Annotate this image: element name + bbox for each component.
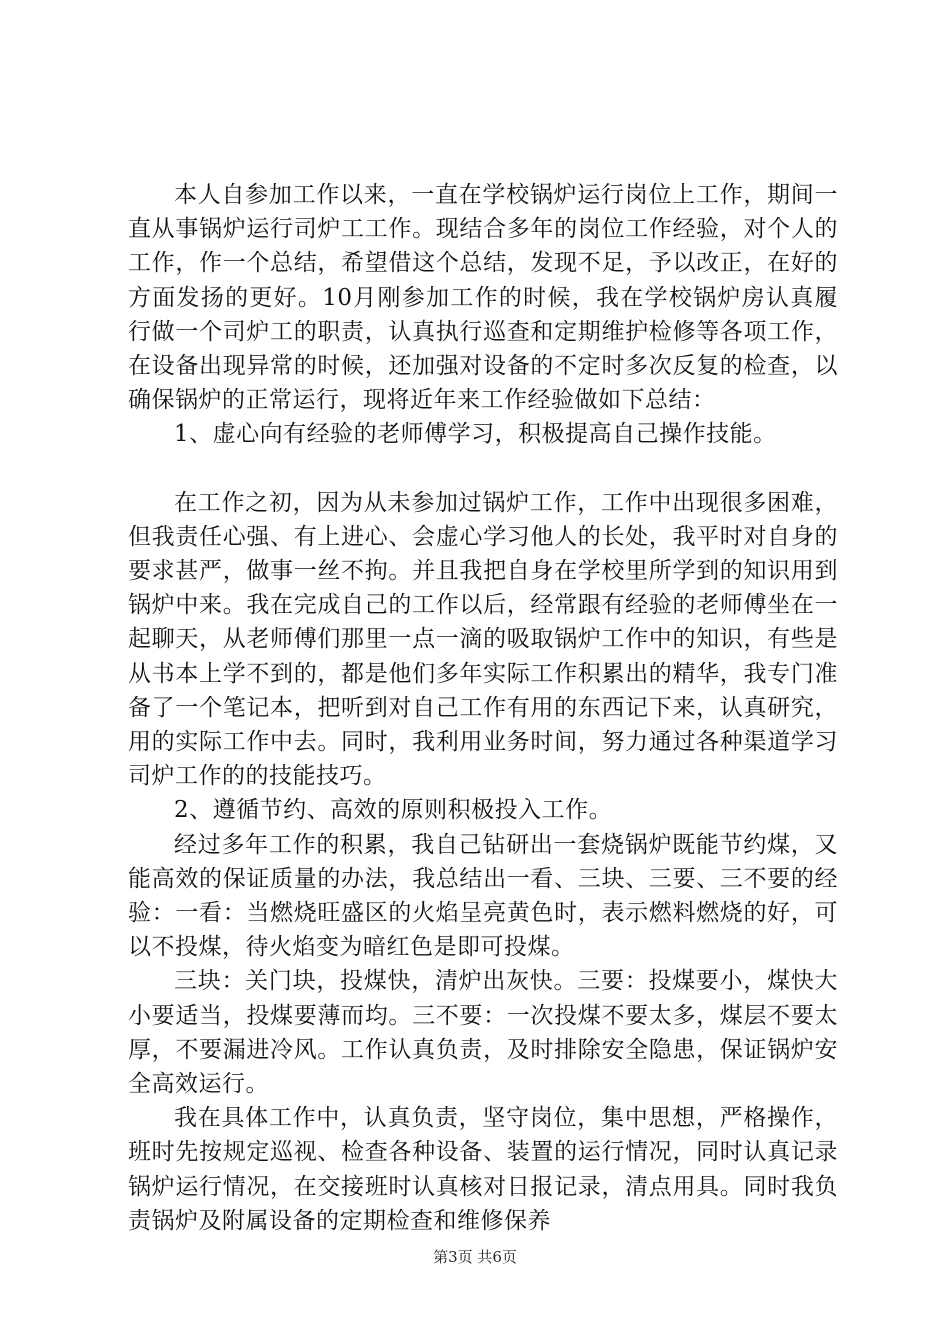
paragraph-experience: 经过多年工作的积累，我自己钻研出一套烧锅炉既能节约煤，又能高效的保证质量的办法，我总结出一看、三块、三要、三不要的经验：一看：当燃烧旺盛区的火焰呈亮黄色时，表示燃料燃烧的好，可以不投煤，待火焰变为暗红色是即可投煤。	[128, 831, 838, 961]
page-footer: 第3页 共6页	[433, 1248, 517, 1266]
paragraph-daily-work: 我在具体工作中，认真负责，坚守岗位，集中思想，严格操作，班时先按规定巡视、检查各种设备、装置的运行情况，同时认真记录锅炉运行情况，在交接班时认真核对日报记录，清点用具。同时我负责锅炉及附属设备的定期检查和维修保养	[128, 1105, 838, 1234]
paragraph-learning: 在工作之初，因为从未参加过锅炉工作，工作中出现很多困难，但我责任心强、有上进心、会虚心学习他人的长处，我平时对自身的要求甚严，做事一丝不拘。并且我把自身在学校里所学到的知识用到锅炉中来。我在完成自己的工作以后，经常跟有经验的老师傅坐在一起聊天，从老师傅们那里一点一滴的吸取锅炉工作中的知识，有些是从书本上学不到的，都是他们多年实际工作积累出的精华，我专门准备了一个笔记本，把听到对自己工作有用的东西记下来，认真研究，用的实际工作中去。同时，我利用业务时间，努力通过各种渠道学习司炉工作的的技能技巧。	[128, 489, 838, 790]
paragraph-heading-1: 1、虚心向有经验的老师傅学习，积极提高自己操作技能。	[174, 421, 777, 448]
document-body	[128, 178, 838, 1238]
paragraph-intro: 本人自参加工作以来，一直在学校锅炉运行岗位上工作，期间一直从事锅炉运行司炉工工作。现结合多年的岗位工作经验，对个人的工作，作一个总结，希望借这个总结，发现不足，予以改正，在好的方面发扬的更好。10月刚参加工作的时候，我在学校锅炉房认真履行做一个司炉工的职责，认真执行巡查和定期维护检修等各项工作，在设备出现异常的时候，还加强对设备的不定时多次反复的检查，以确保锅炉的正常运行，现将近年来工作经验做如下总结：	[128, 182, 838, 414]
paragraph-three-rules: 三块：关门块，投煤快，清炉出灰快。三要：投煤要小，煤快大小要适当，投煤要薄而均。三不要：一次投煤不要太多，煤层不要太厚，不要漏进冷风。工作认真负责，及时排除安全隐患，保证锅炉安全高效运行。	[128, 968, 838, 1098]
paragraph-heading-2: 2、遵循节约、高效的原则积极投入工作。	[174, 797, 613, 824]
